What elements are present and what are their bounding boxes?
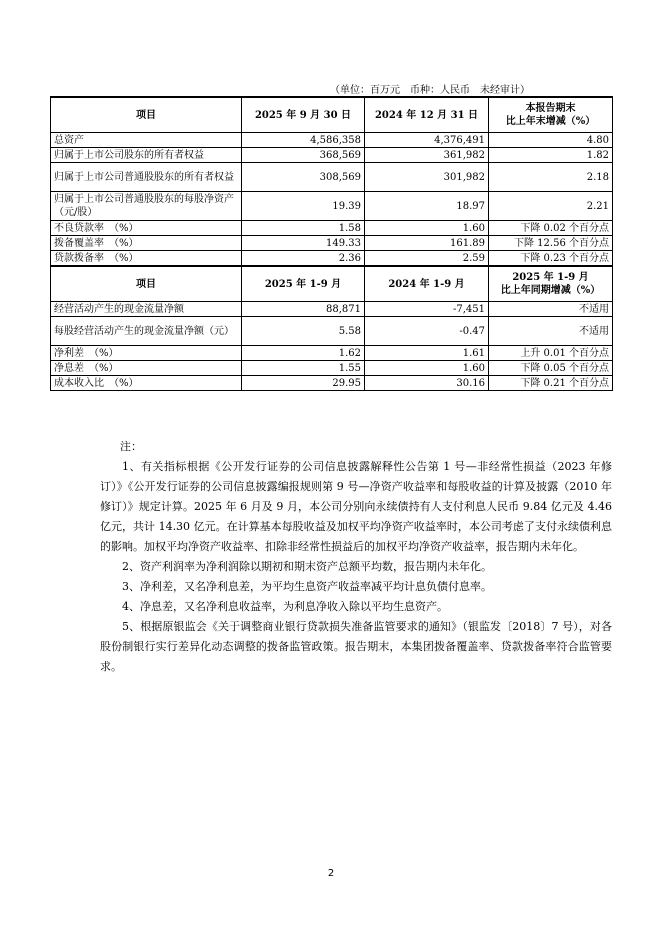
value-2025-1-9: 1.55	[242, 361, 365, 376]
table-row	[51, 361, 613, 376]
table-row	[51, 317, 613, 346]
table-row	[51, 221, 613, 236]
value-2025-1-9: 1.62	[242, 346, 365, 361]
value-2024-12-31: 4,376,491	[365, 133, 489, 148]
value-2024-1-9: -0.47	[365, 317, 489, 346]
note-4: 4、净息差，又名净利息收益率，为利息净收入除以平均生息资产。	[122, 600, 448, 613]
table-row	[51, 148, 613, 163]
value-2025-09-30: 4,586,358	[242, 133, 365, 148]
table-row	[51, 251, 613, 267]
value-change: 下降 0.21 个百分点	[489, 376, 613, 391]
table2-header-2024-1-9: 2024 年 1-9 月	[365, 266, 489, 302]
note-5: 5、根据原银监会《关于调整商业银行贷款损失准备监管要求的通知》（银监发〔2018〕7 号），对各股份制银行实行差异化动态调整的拨备监管政策。报告期末，本集团拨备覆盖率、贷款拨备率符合监管要求。	[100, 620, 612, 673]
value-change: 不适用	[489, 302, 613, 317]
value-2024-12-31: 1.60	[365, 221, 489, 236]
table1-header-2024-12-31: 2024 年 12 月 31 日	[365, 97, 489, 133]
value-2025-1-9: 88,871	[242, 302, 365, 317]
value-2024-1-9: -7,451	[365, 302, 489, 317]
row-label: 归属于上市公司普通股股东的所有者权益	[51, 163, 242, 192]
value-2024-12-31: 18.97	[365, 192, 489, 221]
note-3: 3、净利差，又名净利息差，为平均生息资产收益率减平均计息负债付息率。	[122, 580, 492, 593]
value-change: 下降 12.56 个百分点	[489, 236, 613, 251]
value-change: 1.82	[489, 148, 613, 163]
value-change: 不适用	[489, 317, 613, 346]
value-change: 上升 0.01 个百分点	[489, 346, 613, 361]
value-2025-09-30: 2.36	[242, 251, 365, 267]
table-row	[51, 376, 613, 391]
notes-title: 注：	[120, 440, 142, 453]
table1-header-change-line1: 本报告期末	[525, 103, 576, 114]
row-label: 不良贷款率 （%）	[51, 221, 242, 236]
value-change: 下降 0.23 个百分点	[489, 251, 613, 267]
value-2024-1-9: 1.60	[365, 361, 489, 376]
row-label: 成本收入比 （%）	[51, 376, 242, 391]
row-label: 总资产	[51, 133, 242, 148]
page-number: 2	[327, 868, 335, 879]
table-row	[51, 163, 613, 192]
table2-header-2025-1-9: 2025 年 1-9 月	[242, 266, 365, 302]
table-row	[51, 133, 613, 148]
value-2024-1-9: 30.16	[365, 376, 489, 391]
table1-header-item: 项目	[51, 97, 242, 133]
value-2024-1-9: 1.61	[365, 346, 489, 361]
value-change: 下降 0.02 个百分点	[489, 221, 613, 236]
note-2: 2、资产利润率为净利润除以期初和期末资产总额平均数，报告期内未年化。	[122, 560, 492, 573]
value-2025-09-30: 149.33	[242, 236, 365, 251]
value-2025-1-9: 5.58	[242, 317, 365, 346]
value-change: 4.80	[489, 133, 613, 148]
table2-header-change-line2: 比上年同期增减（%）	[500, 285, 601, 296]
value-2025-09-30: 368,569	[242, 148, 365, 163]
table1-header-row	[51, 97, 613, 133]
row-label: 归属于上市公司普通股股东的每股净资产（元/股）	[51, 192, 242, 221]
table-row	[51, 346, 613, 361]
note-1: 1、有关指标根据《公开发行证券的公司信息披露解释性公告第 1 号—非经常性损益（2023 年修订）》《公开发行证券的公司信息披露编报规则第 9 号—净资产收益率和每股收益的计算及披露（2010 年修订）》规定计算。2025 年 6 月及 9 月，本公司分别向永续债持有人支付利息人民币 9.84 亿元及 4.46 亿元，共计 14.30 亿元。在计算基本每股收益及加权平均净资产收益率时，本公司考虑了支付永续债利息的影响。加权平均净资产收益率、扣除非经常性损益后的加权平均净资产收益率，报告期内未年化。	[100, 460, 612, 553]
table2-header-row	[51, 266, 613, 302]
row-label: 拨备覆盖率 （%）	[51, 236, 242, 251]
value-2025-09-30: 19.39	[242, 192, 365, 221]
row-label: 每股经营活动产生的现金流量净额（元）	[51, 317, 242, 346]
table-row	[51, 302, 613, 317]
value-2025-09-30: 1.58	[242, 221, 365, 236]
value-2025-09-30: 308,569	[242, 163, 365, 192]
table2-header-item: 项目	[51, 266, 242, 302]
table2-header-change-line1: 2025 年 1-9 月	[512, 272, 589, 283]
row-label: 经营活动产生的现金流量净额	[51, 302, 242, 317]
unit-note: （单位：百万元 币种：人民币 未经审计）	[330, 85, 530, 96]
table2-header-change	[489, 266, 613, 302]
table1-header-change-line2: 比上年末增减（%）	[505, 116, 596, 127]
value-2024-12-31: 301,982	[365, 163, 489, 192]
row-label: 贷款拨备率 （%）	[51, 251, 242, 267]
financial-indicators-table	[50, 96, 613, 391]
value-2025-1-9: 29.95	[242, 376, 365, 391]
table1-header-change	[489, 97, 613, 133]
table-row	[51, 192, 613, 221]
value-change: 2.21	[489, 192, 613, 221]
value-2024-12-31: 2.59	[365, 251, 489, 267]
row-label: 净息差 （%）	[51, 361, 242, 376]
value-2024-12-31: 361,982	[365, 148, 489, 163]
value-change: 下降 0.05 个百分点	[489, 361, 613, 376]
table-row	[51, 236, 613, 251]
row-label: 净利差 （%）	[51, 346, 242, 361]
notes-section	[100, 437, 612, 677]
table1-header-2025-09-30: 2025 年 9 月 30 日	[242, 97, 365, 133]
value-2024-12-31: 161.89	[365, 236, 489, 251]
value-change: 2.18	[489, 163, 613, 192]
row-label: 归属于上市公司股东的所有者权益	[51, 148, 242, 163]
